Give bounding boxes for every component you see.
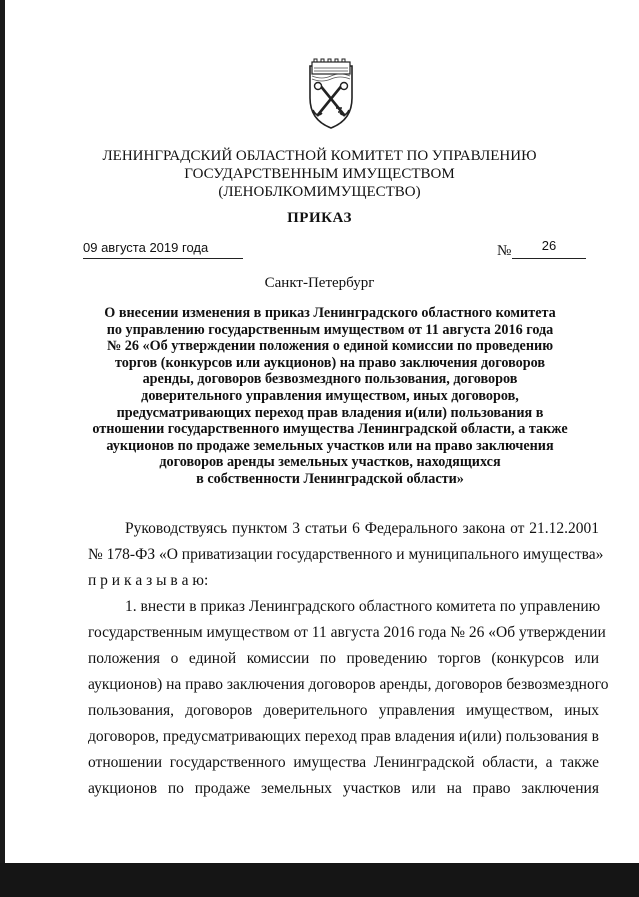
subject-line: предусматривающих переход прав владения и(или) пользования в [116, 404, 544, 421]
number-label: № [497, 243, 512, 259]
subject-line: договоров аренды земельных участков, находящихся [159, 454, 501, 471]
body-line: Руководствуясь пунктом 3 статьи 6 Федерального закона от 21.12.2001 [125, 520, 599, 537]
document-number: 26 [512, 238, 586, 259]
org-name-line-2: ГОСУДАРСТВЕННЫМ ИМУЩЕСТВОМ [184, 166, 455, 182]
body-line: пользования, договоров доверительного управления имуществом, иных [88, 702, 599, 719]
body-line: 1. внести в приказ Ленинградского областного комитета по управлению [125, 598, 601, 615]
document-city: Санкт-Петербург [264, 275, 375, 291]
scan-edge-left [0, 0, 5, 897]
document-subject [90, 305, 570, 488]
subject-line: доверительного управления имуществом, иных договоров, [141, 387, 519, 404]
document-date: 09 августа 2019 года [83, 238, 243, 259]
document-type: ПРИКАЗ [287, 210, 352, 226]
subject-line: аукционов по продаже земельных участков или на право заключения [106, 437, 554, 454]
subject-line: по управлению государственным имуществом от 11 августа 2016 года [106, 321, 554, 338]
org-name-line-1: ЛЕНИНГРАДСКИЙ ОБЛАСТНОЙ КОМИТЕТ ПО УПРАВЛЕНИЮ [102, 148, 537, 164]
body-line: № 178-ФЗ «О приватизации государственного и муниципального имущества» [88, 546, 604, 563]
body-line: п р и к а з ы в а ю: [88, 572, 209, 589]
body-line: аукционов) на право заключения договоров аренды, договоров безвозмездного [88, 676, 609, 693]
subject-line: торгов (конкурсов или аукционов) на право заключения договоров [114, 354, 546, 371]
body-line: положения о единой комиссии по проведению торгов (конкурсов или [88, 650, 599, 667]
body-line: договоров, предусматривающих переход прав владения и(или) пользования в [88, 728, 599, 745]
subject-line: отношении государственного имущества Ленинградской области, а также [92, 421, 568, 438]
leningrad-oblast-coat-of-arms-icon [302, 58, 360, 130]
body-line: государственным имуществом от 11 августа 2016 года № 26 «Об утверждении [88, 624, 606, 641]
body-line: отношении государственного имущества Ленинградской области, а также [88, 754, 599, 771]
subject-line: О внесении изменения в приказ Ленинградского областного комитета [104, 305, 556, 321]
org-name-line-3: (ЛЕНОБЛКОМИМУЩЕСТВО) [218, 184, 421, 200]
body-line: аукционов по продаже земельных участков или на право заключения [88, 780, 599, 797]
subject-line: аренды, договоров безвозмездного пользования, договоров [142, 371, 518, 388]
subject-line: № 26 «Об утверждении положения о единой комиссии по проведению [106, 338, 554, 355]
subject-line: в собственности Ленинградской области» [196, 470, 464, 487]
scan-edge-bottom [0, 863, 639, 897]
